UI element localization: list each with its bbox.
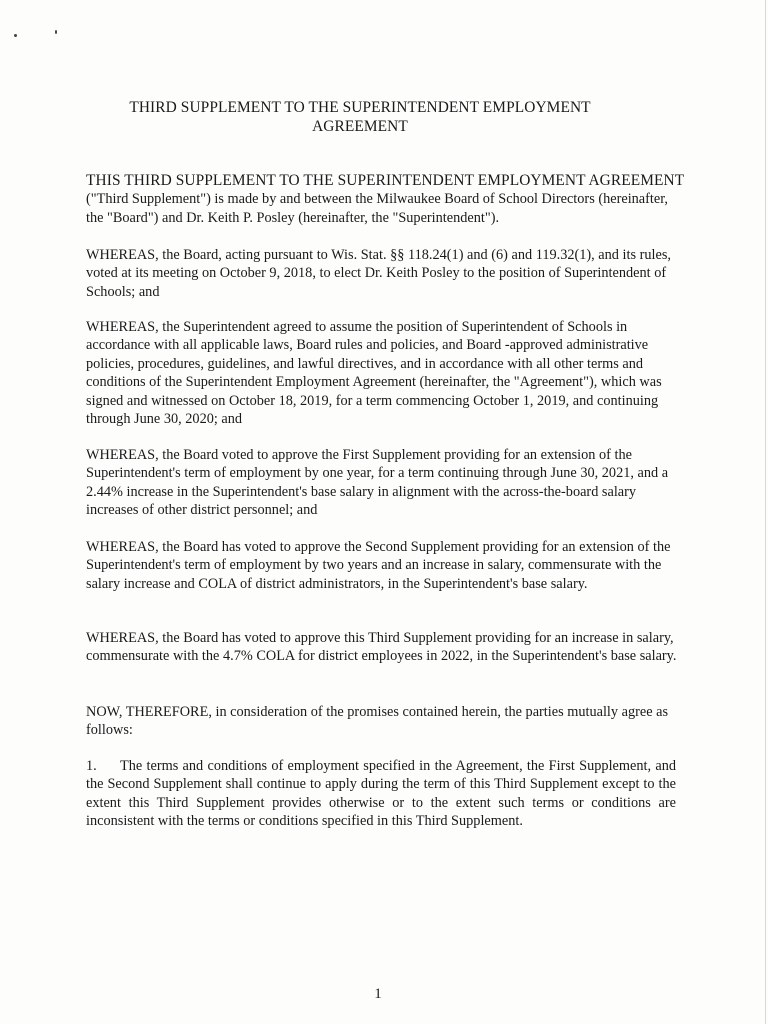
title-line-2: AGREEMENT — [312, 118, 408, 135]
whereas-paragraph-4: WHEREAS, the Board has voted to approve the Second Supplement providing for an extension of the Superintendent's term of employment by two years and an increase in salary, commensurate with the salary increase and COLA of district administrators, in the Superintendent's base salary. — [86, 539, 671, 592]
whereas-paragraph-2: WHEREAS, the Superintendent agreed to assume the position of Superintendent of Schools in accordance with all applicable laws, Board rules and policies, and Board -approved administrative policies, procedures, guidelines, and lawful directives, and in accordance with all other terms and conditions of the Superintendent Employment Agreement (hereinafter, the "Agreement"), which was signed and witnessed on October 18, 2019, for a term commencing October 1, 2019, and continuing through June 30, 2020; and — [86, 319, 662, 428]
whereas-paragraph-3: WHEREAS, the Board voted to approve the First Supplement providing for an extension of the Superintendent's term of employment by one year, for a term continuing through June 30, 2021, and a 2.44% increase in the Superintendent's base salary in alignment with the across-the-board salary increases of other district personnel; and — [86, 447, 669, 519]
scan-edge-line — [765, 0, 766, 1024]
item-number: 1. — [86, 758, 97, 774]
document-title — [100, 98, 620, 136]
now-therefore-paragraph: NOW, THEREFORE, in consideration of the promises contained herein, the parties mutually agree as follows: — [86, 704, 669, 739]
scan-speck — [14, 34, 17, 37]
intro-paragraph — [86, 172, 686, 227]
title-line-1: THIRD SUPPLEMENT TO THE SUPERINTENDENT EMPLOYMENT — [129, 99, 591, 116]
scan-speck — [55, 30, 57, 34]
whereas-paragraph-1: WHEREAS, the Board, acting pursuant to Wis. Stat. §§ 118.24(1) and (6) and 119.32(1), and its rules, voted at its meeting on October 9, 2018, to elect Dr. Keith Posley to the position of Superintendent of Schools; and — [86, 247, 671, 300]
page-number: 1 — [374, 986, 382, 1002]
agreement-item-1 — [86, 757, 676, 831]
intro-lead: THIS THIRD SUPPLEMENT TO THE SUPERINTENDENT EMPLOYMENT AGREEMENT — [86, 172, 685, 189]
intro-rest: ("Third Supplement") is made by and between the Milwaukee Board of School Directors (hereinafter, the "Board") and Dr. Keith P. Posley (hereinafter, the "Superintendent"). — [86, 191, 668, 226]
whereas-paragraph-5: WHEREAS, the Board has voted to approve this Third Supplement providing for an increase in salary, commensurate with the 4.7% COLA for district employees in 2022, in the Superintendent's base salary. — [86, 630, 677, 665]
item-text: The terms and conditions of employment specified in the Agreement, the First Supplement, and the Second Supplement shall continue to apply during the term of this Third Supplement except to the extent this Third Supplement provides otherwise or to the extent such terms or conditions are inconsistent with the terms or conditions specified in this Third Supplement. — [86, 758, 676, 830]
